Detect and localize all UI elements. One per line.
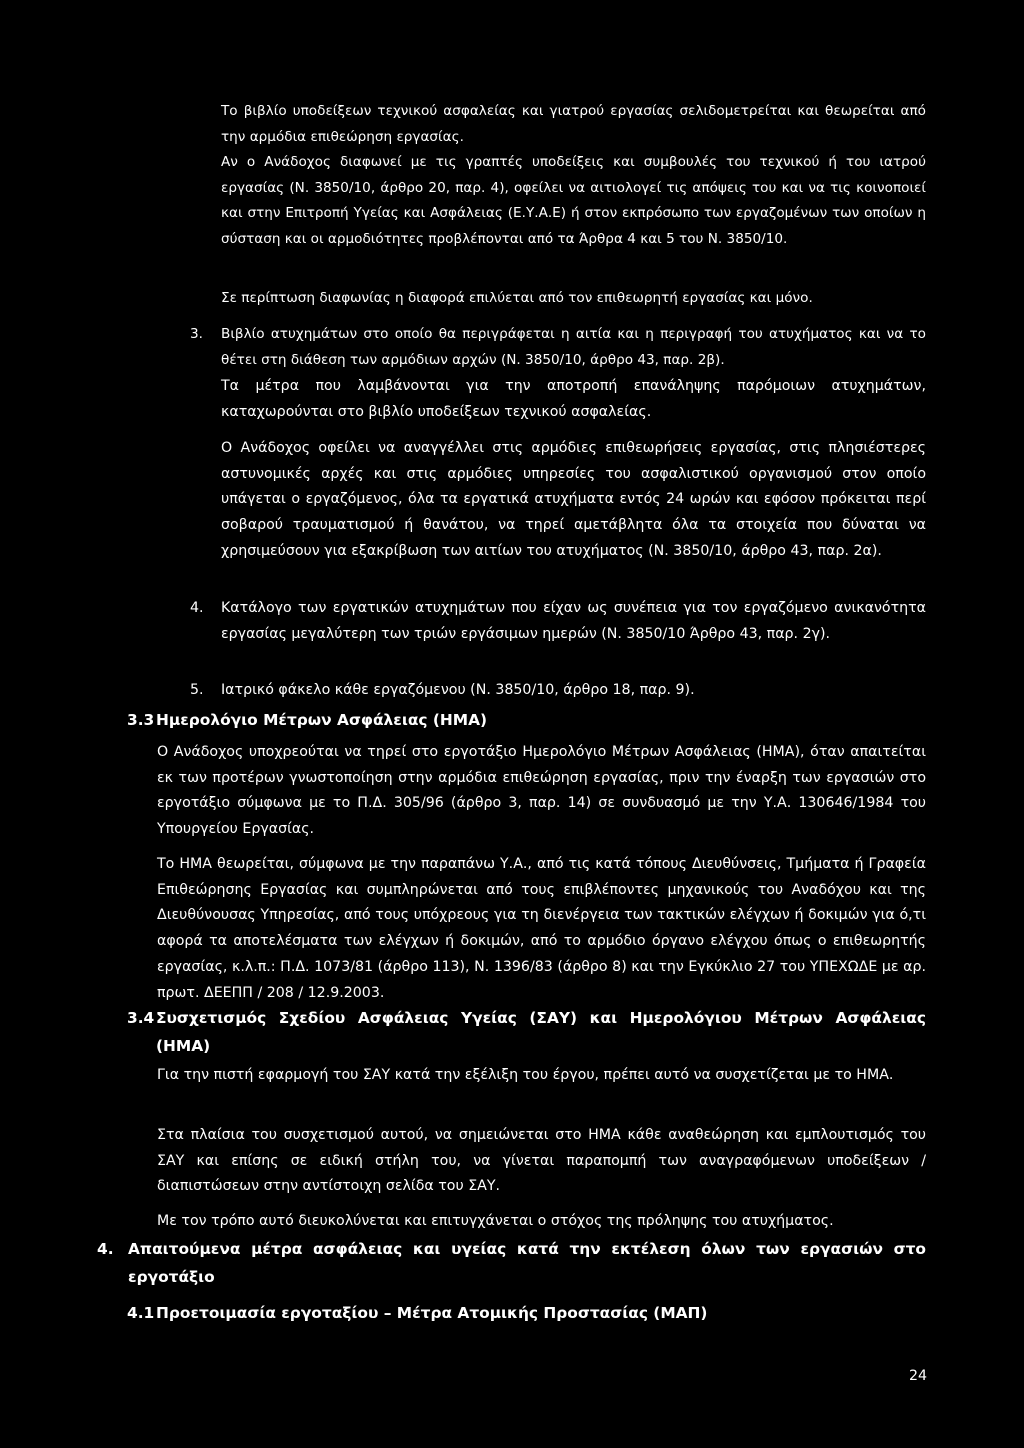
section-title: Ημερολόγιο Μέτρων Ασφάλειας (ΗΜΑ) xyxy=(156,711,488,729)
section-heading-3-3 xyxy=(127,706,926,734)
paragraph-correlation-framework: Στα πλαίσια του συσχετισμού αυτού, να σημειώνεται στο ΗΜΑ κάθε αναθεώρηση και εμπλουτισμός του ΣΑΥ και επίσης σε ειδική στήλη του, να γίνεται παραπομπή των αναγραφόμενων υποδείξεων / διαπιστώσεων στην αντίστοιχη σελίδα του ΣΑΥ. xyxy=(157,1127,926,1195)
list-number-5: 5. xyxy=(190,682,204,698)
section-title: Απαιτούμενα μέτρα ασφάλειας και υγείας κατά την εκτέλεση όλων των εργασιών στο εργοτάξιο xyxy=(128,1240,926,1286)
section-title: Προετοιμασία εργοταξίου – Μέτρα Ατομικής Προστασίας (ΜΑΠ) xyxy=(156,1304,708,1322)
paragraph-prevention-goal: Με τον τρόπο αυτό διευκολύνεται και επιτυγχάνεται ο στόχος της πρόληψης του ατυχήματος. xyxy=(157,1213,834,1229)
section-number: 3.3 xyxy=(127,711,155,729)
list-number-3: 3. xyxy=(190,326,203,342)
section-heading-4-1 xyxy=(127,1299,926,1327)
section-number: 4.1 xyxy=(127,1304,155,1322)
list-item-medical-file: Ιατρικό φάκελο κάθε εργαζόμενου (Ν. 3850/10, άρθρο 18, παρ. 9). xyxy=(221,682,695,698)
section-number: 3.4 xyxy=(127,1009,155,1027)
section-heading-4 xyxy=(97,1235,926,1291)
paragraph-measures-recorded: Τα μέτρα που λαμβάνονται για την αποτροπή επανάληψης παρόμοιων ατυχημάτων, καταχωρούνται στο βιβλίο υποδείξεων τεχνικού ασφαλείας. xyxy=(221,378,926,420)
paragraph-hma-validation: Το ΗΜΑ θεωρείται, σύμφωνα με την παραπάνω Υ.Α., από τις κατά τόπους Διευθύνσεις, Τμήματα ή Γραφεία Επιθεώρησης Εργασίας και συμπληρώνεται από τους επιβλέποντες μηχανικούς του Αναδόχου και της Διευθύνουσας Υπηρεσίας, από τους υπόχρεους για τη διενέργεια των τακτικών ελέγχων ή δοκιμών για ό,τι αφορά τα αποτελέσματα των ελέγχων ή δοκιμών, από το αρμόδιο όργανο ελέγχου όπως ο επιθεωρητής εργασίας, κ.λ.π.: Π.Δ. 1073/81 (άρθρο 113), Ν. 1396/83 (άρθρο 8) και την Εγκύκλιο 27 του ΥΠΕΧΩΔΕ με αρ. πρωτ. ΔΕΕΠΠ / 208 / 12.9.2003. xyxy=(157,856,926,1001)
list-item-accident-catalog: Κατάλογο των εργατικών ατυχημάτων που είχαν ως συνέπεια για τον εργαζόμενο ανικανότητα εργασίας μεγαλύτερη των τριών εργάσιμων ημερών (Ν. 3850/10 Άρθρο 43, παρ. 2γ). xyxy=(221,600,926,642)
page-number: 24 xyxy=(908,1368,927,1384)
list-item-accident-book: Βιβλίο ατυχημάτων στο οποίο θα περιγράφεται η αιτία και η περιγραφή του ατυχήματος και να το θέτει στη διάθεση των αρμόδιων αρχών (Ν. 3850/10, άρθρο 43, παρ. 2β). xyxy=(221,326,926,368)
paragraph-contractor-disagreement: Αν ο Ανάδοχος διαφωνεί με τις γραπτές υποδείξεις και συμβουλές του τεχνικού ή του ιατρού εργασίας (Ν. 3850/10, άρθρο 20, παρ. 4), οφείλει να αιτιολογεί τις απόψεις του και να τις κοινοποιεί και στην Επιτροπή Υγείας και Ασφάλειας (Ε.Υ.Α.Ε) ή στον εκπρόσωπο των εργαζομένων των οποίων η σύσταση και οι αρμοδιότητες προβλέπονται από τα Άρθρα 4 και 5 του Ν. 3850/10. xyxy=(221,154,926,248)
section-title: Συσχετισμός Σχεδίου Ασφάλειας Υγείας (ΣΑΥ) και Ημερολόγιου Μέτρων Ασφάλειας (ΗΜΑ) xyxy=(156,1009,926,1055)
section-heading-3-4 xyxy=(127,1004,926,1060)
paragraph-accident-reporting: Ο Ανάδοχος οφείλει να αναγγέλλει στις αρμόδιες επιθεωρήσεις εργασίας, στις πλησιέστερες αστυνομικές αρχές και στις αρμόδιες υπηρεσίες του ασφαλιστικού οργανισμού στον οποίο υπάγεται ο εργαζόμενος, όλα τα εργατικά ατυχήματα εντός 24 ωρών και εφόσον πρόκειται περί σοβαρού τραυματισμού ή θανάτου, να τηρεί αμετάβλητα όλα τα στοιχεία που δύναται να χρησιμεύσουν για εξακρίβωση των αιτίων του ατυχήματος (Ν. 3850/10, άρθρο 43, παρ. 2α). xyxy=(221,440,926,559)
paragraph-hma-obligation: Ο Ανάδοχος υποχρεούται να τηρεί στο εργοτάξιο Ημερολόγιο Μέτρων Ασφάλειας (ΗΜΑ), όταν απαιτείται εκ των προτέρων γνωστοποίηση στην αρμόδια επιθεώρηση εργασίας, πριν την έναρξη των εργασιών στο εργοτάξιο σύμφωνα με το Π.Δ. 305/96 (άρθρο 3, παρ. 14) σε συνδυασμό με την Υ.Α. 130646/1984 του Υπουργείου Εργασίας. xyxy=(157,744,926,838)
paragraph-dispute-resolution: Σε περίπτωση διαφωνίας η διαφορά επιλύεται από τον επιθεωρητή εργασίας και μόνο. xyxy=(221,290,813,306)
paragraph-book-pagination: Το βιβλίο υποδείξεων τεχνικού ασφαλείας και γιατρού εργασίας σελιδομετρείται και θεωρείται από την αρμόδια επιθεώρηση εργασίας. xyxy=(221,103,926,145)
list-number-4: 4. xyxy=(190,600,204,616)
paragraph-say-correlation: Για την πιστή εφαρμογή του ΣΑΥ κατά την εξέλιξη του έργου, πρέπει αυτό να συσχετίζεται με το ΗΜΑ. xyxy=(157,1067,894,1083)
section-number: 4. xyxy=(97,1240,114,1258)
